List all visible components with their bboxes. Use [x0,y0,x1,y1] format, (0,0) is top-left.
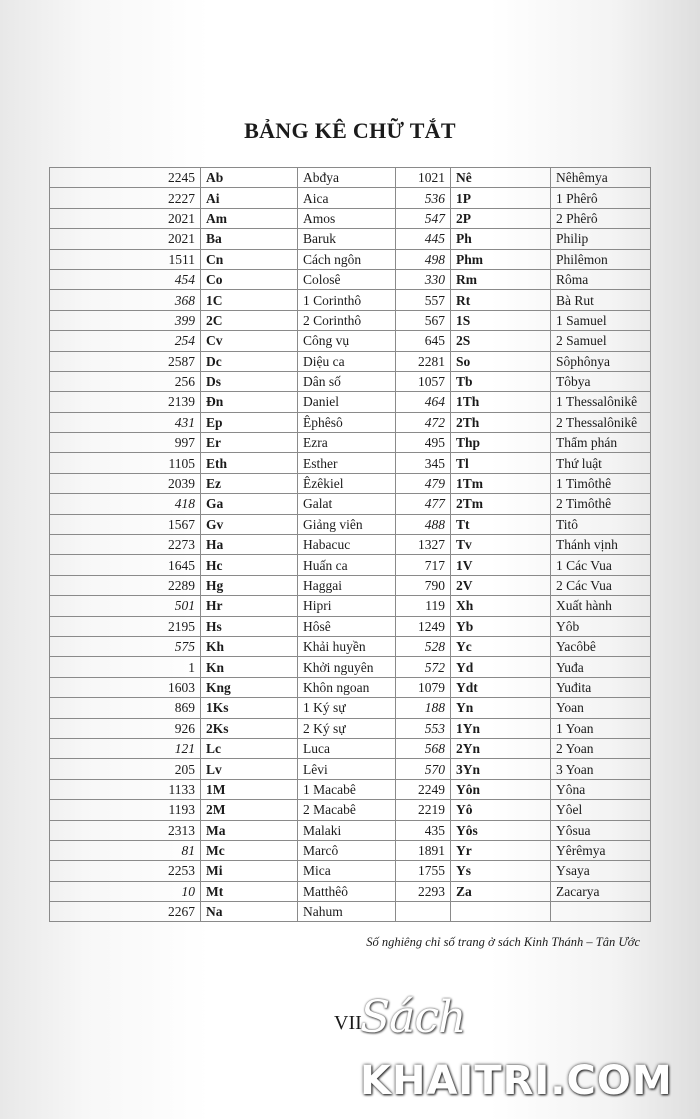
left-abbreviation: Ab [201,168,298,188]
left-page-number: 2245 [50,168,201,188]
table-row [50,188,651,208]
table-row [50,861,651,881]
left-book-name: Colosê [298,269,396,289]
left-page-number: 2039 [50,473,201,493]
table-row [50,208,651,228]
watermark-logo: KHAITRI.COM [360,1058,673,1104]
left-page-number: 501 [50,596,201,616]
page-title: BẢNG KÊ CHỮ TẮT [244,118,456,143]
right-abbreviation: 2P [451,208,551,228]
right-book-name: 2 Thessalônikê [551,412,651,432]
right-page-number: 464 [396,392,451,412]
left-abbreviation: Kh [201,636,298,656]
table-row [50,596,651,616]
left-abbreviation: Hs [201,616,298,636]
right-page-number: 568 [396,738,451,758]
left-book-name: Hipri [298,596,396,616]
right-abbreviation: Yb [451,616,551,636]
left-book-name: Luca [298,738,396,758]
table-row [50,310,651,330]
table-row [50,535,651,555]
right-page-number: 645 [396,331,451,351]
table-row [50,412,651,432]
left-book-name: Diệu ca [298,351,396,371]
right-page-number: 553 [396,718,451,738]
left-book-name: Lêvi [298,759,396,779]
right-book-name: Philêmon [551,249,651,269]
left-book-name: Abđya [298,168,396,188]
right-book-name: Sôphônya [551,351,651,371]
right-page-number: 119 [396,596,451,616]
right-abbreviation: 1Yn [451,718,551,738]
table-row [50,453,651,473]
left-page-number: 2021 [50,229,201,249]
right-page-number: 498 [396,249,451,269]
right-book-name: 2 Các Vua [551,575,651,595]
left-abbreviation: Kng [201,677,298,697]
table-row [50,881,651,901]
right-page-number: 1079 [396,677,451,697]
right-book-name: Yôsua [551,820,651,840]
right-book-name: Yôna [551,779,651,799]
right-book-name: 3 Yoan [551,759,651,779]
right-page-number: 567 [396,310,451,330]
page-number: VII [334,1012,362,1034]
left-page-number: 2021 [50,208,201,228]
right-book-name: Yuđita [551,677,651,697]
right-abbreviation: Phm [451,249,551,269]
right-abbreviation: Tb [451,371,551,391]
left-abbreviation: Đn [201,392,298,412]
table-row [50,698,651,718]
left-book-name: Huấn ca [298,555,396,575]
left-page-number: 2253 [50,861,201,881]
left-page-number: 926 [50,718,201,738]
right-abbreviation: Yn [451,698,551,718]
right-page-number: 2281 [396,351,451,371]
right-abbreviation: 2Tm [451,494,551,514]
left-page-number: 418 [50,494,201,514]
right-abbreviation: Yr [451,840,551,860]
left-abbreviation: Mi [201,861,298,881]
left-book-name: Êzêkiel [298,473,396,493]
right-abbreviation: Nê [451,168,551,188]
right-abbreviation: So [451,351,551,371]
left-abbreviation: Na [201,902,298,922]
right-book-name: Bà Rut [551,290,651,310]
right-abbreviation: Yôn [451,779,551,799]
right-page-number: 790 [396,575,451,595]
table-row [50,555,651,575]
right-abbreviation: Za [451,881,551,901]
right-book-name: Titô [551,514,651,534]
left-page-number: 1603 [50,677,201,697]
left-abbreviation: Ep [201,412,298,432]
left-book-name: Dân số [298,371,396,391]
right-book-name: Tôbya [551,371,651,391]
left-page-number: 2227 [50,188,201,208]
left-book-name: 1 Corinthô [298,290,396,310]
left-page-number: 399 [50,310,201,330]
left-page-number: 2313 [50,820,201,840]
left-book-name: Aica [298,188,396,208]
left-abbreviation: Am [201,208,298,228]
left-page-number: 997 [50,433,201,453]
table-row [50,902,651,922]
left-abbreviation: Hr [201,596,298,616]
left-abbreviation: Cv [201,331,298,351]
left-book-name: Mica [298,861,396,881]
left-page-number: 2273 [50,535,201,555]
right-page-number: 1021 [396,168,451,188]
left-book-name: Cách ngôn [298,249,396,269]
right-page-number: 435 [396,820,451,840]
table-row [50,351,651,371]
right-page-number: 1057 [396,371,451,391]
left-page-number: 1105 [50,453,201,473]
right-book-name: Ysaya [551,861,651,881]
left-page-number: 1567 [50,514,201,534]
left-abbreviation: Cn [201,249,298,269]
left-abbreviation: 2M [201,800,298,820]
left-abbreviation: 2C [201,310,298,330]
left-book-name: Galat [298,494,396,514]
right-page-number: 188 [396,698,451,718]
table-row [50,636,651,656]
right-book-name: Yoan [551,698,651,718]
right-page-number: 536 [396,188,451,208]
right-page-number: 570 [396,759,451,779]
right-abbreviation: Xh [451,596,551,616]
right-book-name: 1 Samuel [551,310,651,330]
right-abbreviation: Yd [451,657,551,677]
left-page-number: 1645 [50,555,201,575]
left-page-number: 454 [50,269,201,289]
table-row [50,494,651,514]
right-abbreviation: 2Yn [451,738,551,758]
right-page-number: 345 [396,453,451,473]
left-abbreviation: Hc [201,555,298,575]
right-abbreviation: Yô [451,800,551,820]
right-abbreviation: Tl [451,453,551,473]
left-abbreviation: 1C [201,290,298,310]
right-book-name: Yêrêmya [551,840,651,860]
right-abbreviation: 1Tm [451,473,551,493]
right-abbreviation: Rt [451,290,551,310]
right-page-number [396,902,451,922]
footnote: Số nghiêng chỉ số trang ở sách Kinh Thánh – Tân Ước [366,935,640,949]
right-page-number: 2249 [396,779,451,799]
right-book-name: 1 Các Vua [551,555,651,575]
left-book-name: Baruk [298,229,396,249]
left-book-name: Matthêô [298,881,396,901]
table-row [50,371,651,391]
right-book-name: 2 Yoan [551,738,651,758]
left-book-name: Malaki [298,820,396,840]
table-row [50,677,651,697]
table-row [50,392,651,412]
right-book-name: 2 Phêrô [551,208,651,228]
left-page-number: 575 [50,636,201,656]
right-book-name: Thánh vịnh [551,535,651,555]
left-book-name: Khôn ngoan [298,677,396,697]
left-page-number: 254 [50,331,201,351]
left-book-name: Giảng viên [298,514,396,534]
left-abbreviation: Ga [201,494,298,514]
left-page-number: 431 [50,412,201,432]
right-book-name [551,902,651,922]
left-abbreviation: Ez [201,473,298,493]
right-book-name: Thứ luật [551,453,651,473]
right-book-name: Yôel [551,800,651,820]
left-book-name: Marcô [298,840,396,860]
right-abbreviation: Tt [451,514,551,534]
left-page-number: 1 [50,657,201,677]
right-abbreviation: Rm [451,269,551,289]
table-row [50,575,651,595]
left-book-name: Esther [298,453,396,473]
right-book-name: 1 Thessalônikê [551,392,651,412]
right-page-number: 1249 [396,616,451,636]
left-abbreviation: Ha [201,535,298,555]
left-page-number: 2267 [50,902,201,922]
right-page-number: 445 [396,229,451,249]
right-page-number: 330 [396,269,451,289]
right-book-name: Yuđa [551,657,651,677]
right-page-number: 1327 [396,535,451,555]
left-book-name: Ezra [298,433,396,453]
right-abbreviation: 3Yn [451,759,551,779]
right-abbreviation: Yc [451,636,551,656]
right-abbreviation: 1Th [451,392,551,412]
left-book-name: 1 Ký sự [298,698,396,718]
table-row [50,514,651,534]
table-row [50,290,651,310]
left-page-number: 256 [50,371,201,391]
left-book-name: Nahum [298,902,396,922]
left-abbreviation: Lv [201,759,298,779]
left-book-name: Amos [298,208,396,228]
left-book-name: Daniel [298,392,396,412]
left-abbreviation: Dc [201,351,298,371]
left-abbreviation: Mc [201,840,298,860]
right-abbreviation: Ydt [451,677,551,697]
table-row [50,331,651,351]
right-abbreviation: 1V [451,555,551,575]
right-abbreviation: Yôs [451,820,551,840]
abbreviation-table [49,167,651,922]
right-page-number: 557 [396,290,451,310]
left-abbreviation: 1Ks [201,698,298,718]
left-page-number: 10 [50,881,201,901]
right-abbreviation [451,902,551,922]
table-row [50,616,651,636]
right-book-name: 2 Timôthê [551,494,651,514]
left-book-name: Haggai [298,575,396,595]
left-abbreviation: Ds [201,371,298,391]
right-page-number: 717 [396,555,451,575]
left-page-number: 2139 [50,392,201,412]
left-abbreviation: Lc [201,738,298,758]
table-row [50,840,651,860]
left-abbreviation: Ma [201,820,298,840]
right-book-name: 2 Samuel [551,331,651,351]
right-abbreviation: 2Th [451,412,551,432]
right-abbreviation: 2V [451,575,551,595]
right-book-name: Zacarya [551,881,651,901]
left-page-number: 368 [50,290,201,310]
left-abbreviation: Er [201,433,298,453]
right-page-number: 2219 [396,800,451,820]
right-abbreviation: 1S [451,310,551,330]
right-page-number: 477 [396,494,451,514]
table-row [50,738,651,758]
left-abbreviation: 2Ks [201,718,298,738]
table-row [50,473,651,493]
right-book-name: Thẩm phán [551,433,651,453]
left-abbreviation: Ba [201,229,298,249]
right-abbreviation: 2S [451,331,551,351]
table-row [50,820,651,840]
right-abbreviation: Tv [451,535,551,555]
right-book-name: Yacôbê [551,636,651,656]
left-page-number: 1133 [50,779,201,799]
watermark-script: Sách [360,992,466,1043]
right-abbreviation: Thp [451,433,551,453]
right-abbreviation: Ph [451,229,551,249]
right-page-number: 472 [396,412,451,432]
left-book-name: Habacuc [298,535,396,555]
left-book-name: Khải huyền [298,636,396,656]
left-book-name: 1 Macabê [298,779,396,799]
left-page-number: 205 [50,759,201,779]
right-page-number: 572 [396,657,451,677]
right-page-number: 479 [396,473,451,493]
table-row [50,657,651,677]
left-book-name: 2 Ký sự [298,718,396,738]
table-row [50,269,651,289]
right-page-number: 488 [396,514,451,534]
right-book-name: 1 Yoan [551,718,651,738]
table-row [50,433,651,453]
left-page-number: 1511 [50,249,201,269]
right-page-number: 1755 [396,861,451,881]
left-page-number: 1193 [50,800,201,820]
left-book-name: 2 Corinthô [298,310,396,330]
left-abbreviation: Co [201,269,298,289]
right-book-name: Philip [551,229,651,249]
left-book-name: 2 Macabê [298,800,396,820]
left-page-number: 81 [50,840,201,860]
left-abbreviation: 1M [201,779,298,799]
right-book-name: Rôma [551,269,651,289]
left-abbreviation: Eth [201,453,298,473]
right-page-number: 1891 [396,840,451,860]
table-row [50,718,651,738]
left-page-number: 2587 [50,351,201,371]
table-row [50,229,651,249]
right-page-number: 2293 [396,881,451,901]
right-book-name: Nêhêmya [551,168,651,188]
table-row [50,759,651,779]
left-book-name: Êphêsô [298,412,396,432]
right-book-name: 1 Timôthê [551,473,651,493]
left-abbreviation: Mt [201,881,298,901]
table-row [50,249,651,269]
table-row [50,800,651,820]
table-row [50,168,651,188]
left-page-number: 2195 [50,616,201,636]
left-page-number: 869 [50,698,201,718]
left-abbreviation: Gv [201,514,298,534]
right-abbreviation: Ys [451,861,551,881]
left-abbreviation: Ai [201,188,298,208]
right-abbreviation: 1P [451,188,551,208]
left-book-name: Khởi nguyên [298,657,396,677]
left-abbreviation: Kn [201,657,298,677]
table-row [50,779,651,799]
left-page-number: 121 [50,738,201,758]
right-page-number: 495 [396,433,451,453]
left-page-number: 2289 [50,575,201,595]
right-book-name: 1 Phêrô [551,188,651,208]
right-page-number: 547 [396,208,451,228]
left-abbreviation: Hg [201,575,298,595]
right-book-name: Yôb [551,616,651,636]
right-book-name: Xuất hành [551,596,651,616]
left-book-name: Công vụ [298,331,396,351]
left-book-name: Hôsê [298,616,396,636]
right-page-number: 528 [396,636,451,656]
